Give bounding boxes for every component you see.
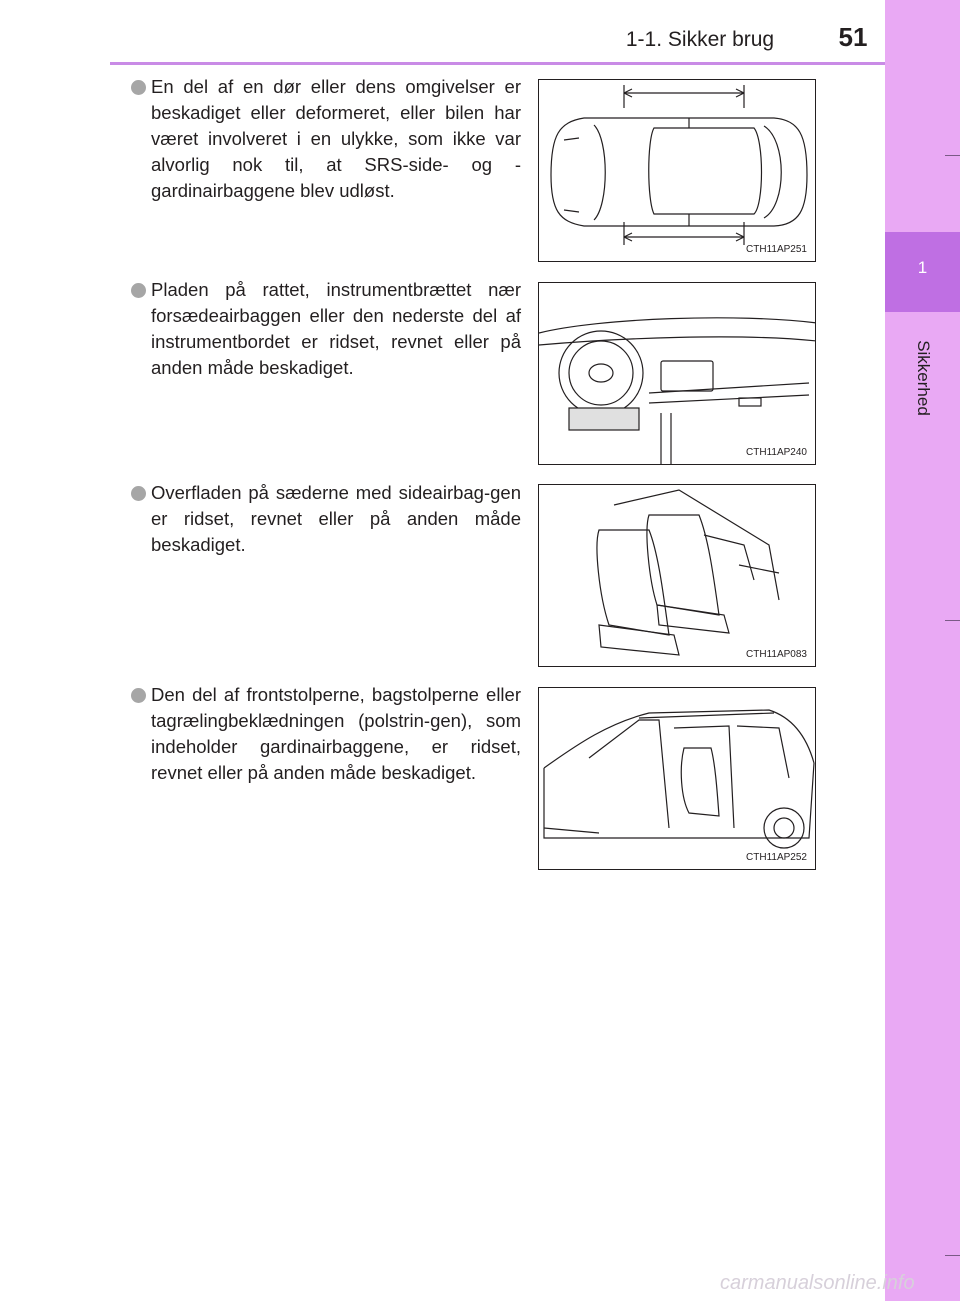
list-item: [131, 682, 521, 786]
bullet-icon: [131, 486, 146, 501]
crop-mark: [945, 1255, 960, 1256]
bullet-icon: [131, 283, 146, 298]
item-text: Pladen på rattet, instrumentbrættet nær forsædeairbaggen eller den nederste del af instrumentbordet er ridset, revnet eller på anden måde beskadiget.: [151, 279, 521, 378]
figure-car-top-view: [538, 79, 816, 262]
figure-code: CTH11AP240: [746, 447, 807, 458]
chapter-name: Sikkerhed: [914, 340, 933, 416]
page-number: 51: [838, 22, 868, 52]
item-text: Overfladen på sæderne med sideairbag-gen er ridset, revnet eller på anden måde beskadiget.: [151, 482, 521, 555]
list-item: [131, 480, 521, 558]
car-top-view-illustration: [539, 80, 816, 262]
figure-seats: [538, 484, 816, 667]
list-item: [131, 277, 521, 381]
figure-dashboard: [538, 282, 816, 465]
header-rule: [110, 62, 885, 65]
bullet-icon: [131, 688, 146, 703]
bullet-icon: [131, 80, 146, 95]
figure-code: CTH11AP083: [746, 649, 807, 660]
figure-code: CTH11AP251: [746, 244, 807, 255]
dashboard-illustration: [539, 283, 816, 465]
seats-illustration: [539, 485, 816, 667]
figure-code: CTH11AP252: [746, 852, 807, 863]
list-item: [131, 74, 521, 204]
item-text: En del af en dør eller dens omgivelser er beskadiget eller deformeret, eller bilen har været involveret i en ulykke, som ikke var alvorlig nok til, at SRS-side- og -gardinairbaggene blev udløst.: [151, 76, 521, 201]
watermark: carmanualsonline.info: [720, 1272, 915, 1294]
car-side-illustration: [539, 688, 816, 870]
crop-mark: [945, 620, 960, 621]
side-strip: [885, 0, 960, 1301]
item-text: Den del af frontstolperne, bagstolperne eller tagrælingbeklædningen (polstrin-gen), som indeholder gardinairbaggene, er ridset, revnet eller på anden måde beskadiget.: [151, 684, 521, 783]
figure-car-interior-side: [538, 687, 816, 870]
section-title: 1-1. Sikker brug: [625, 28, 775, 51]
chapter-number: 1: [917, 258, 928, 277]
crop-mark: [945, 155, 960, 156]
